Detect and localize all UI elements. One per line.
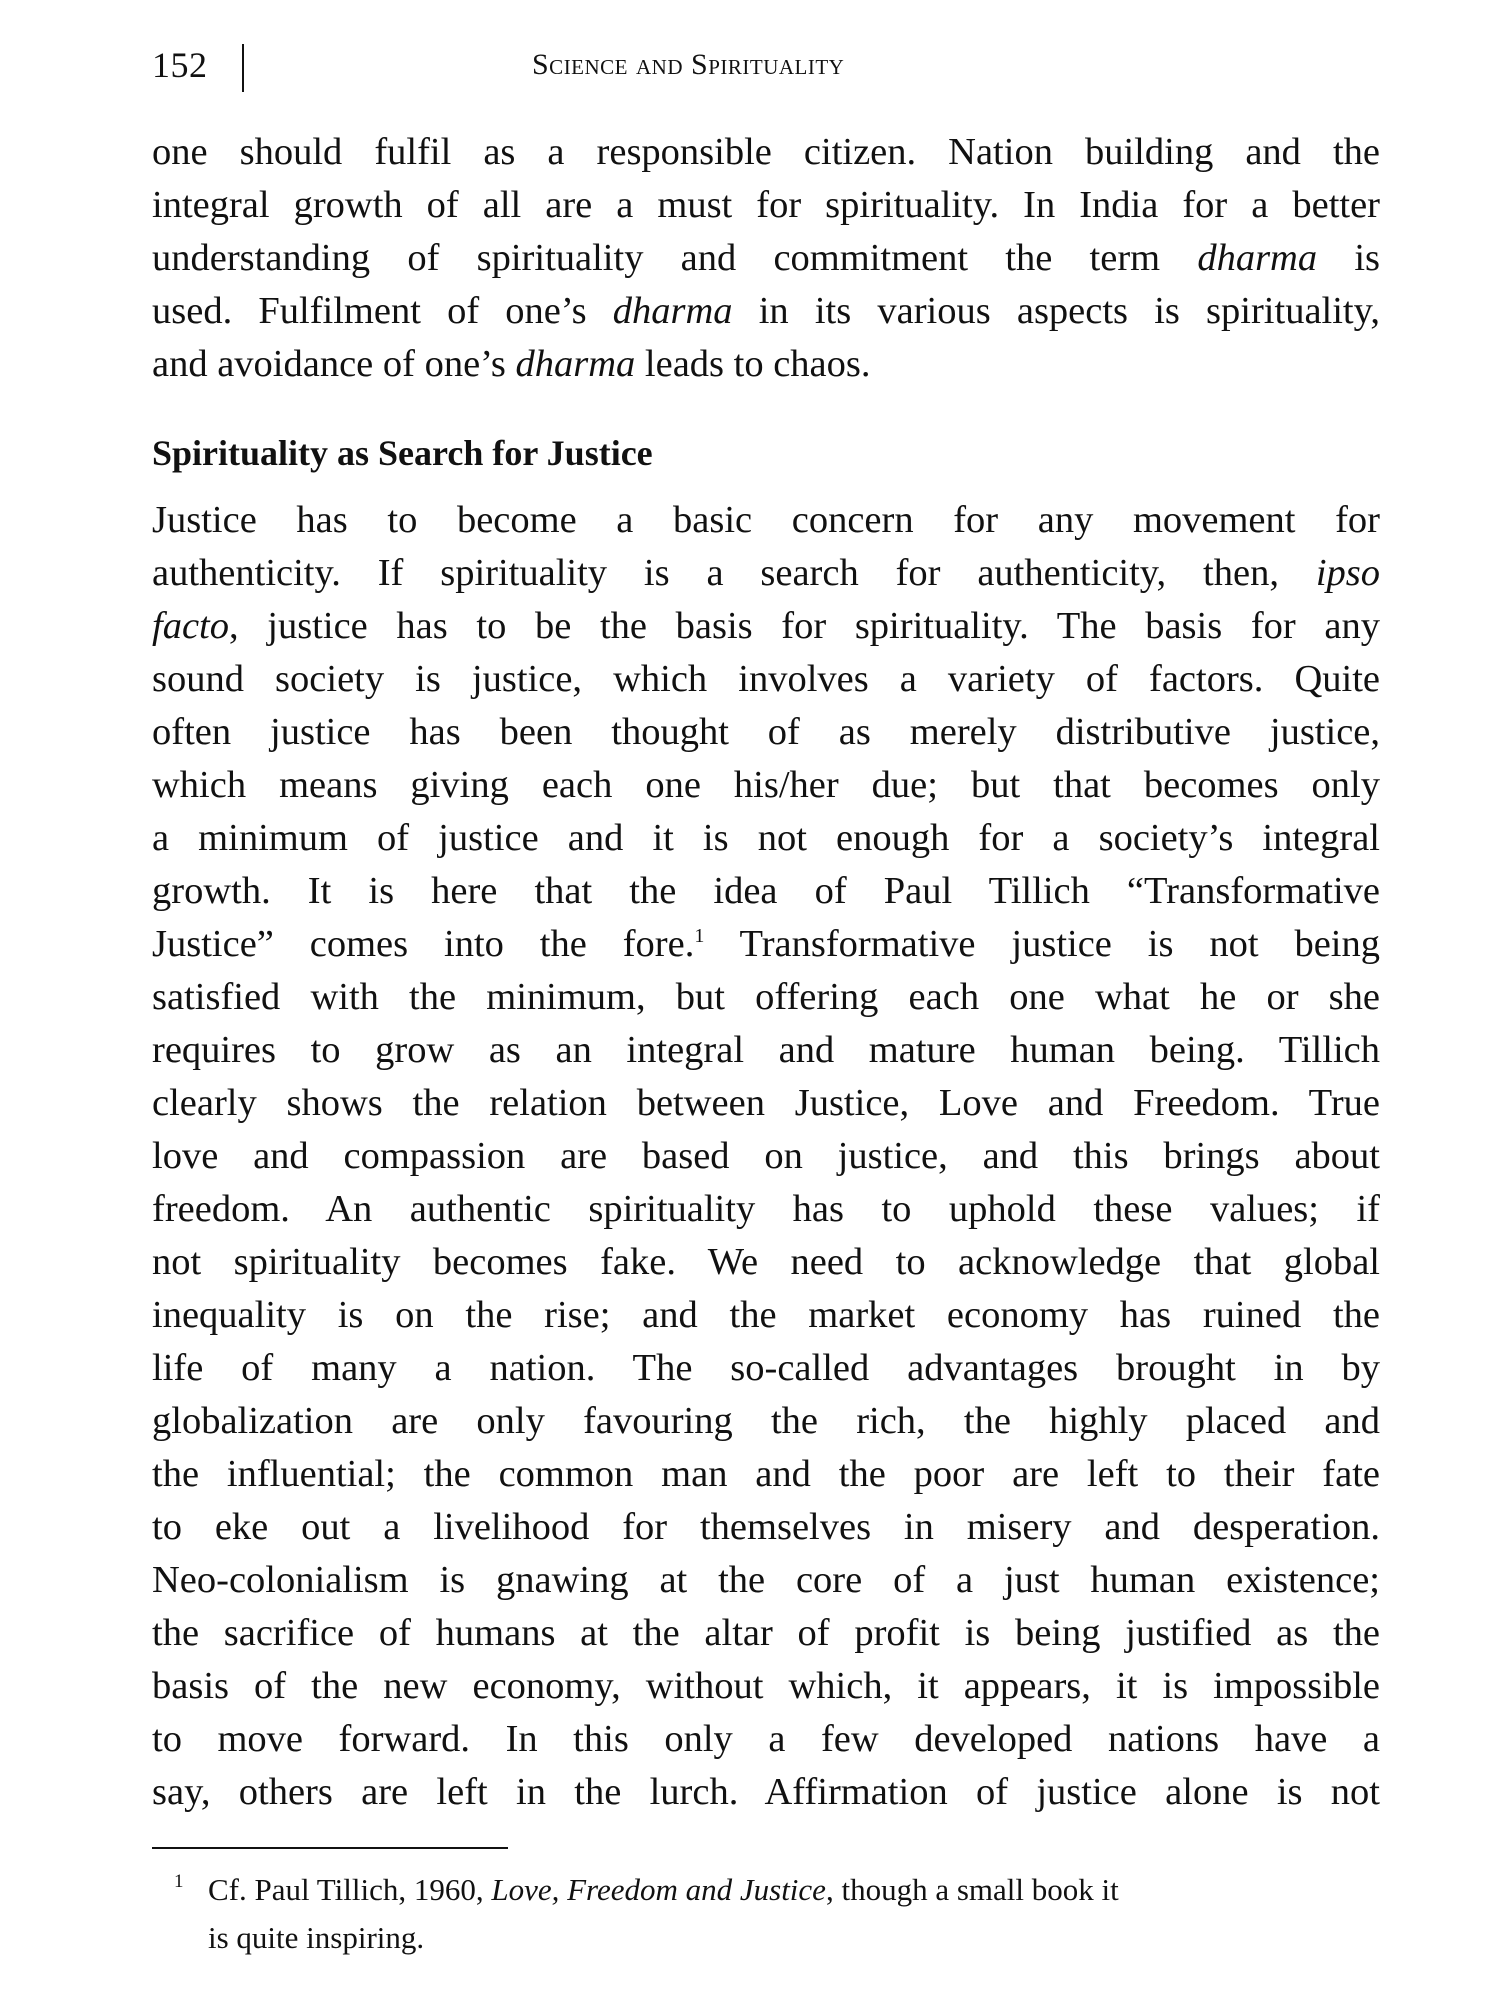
text-run: and avoidance of one’s <box>152 343 516 385</box>
text-line <box>152 653 1380 706</box>
text-run: basis of the new economy, without which, it appears, it is impossible <box>152 1665 1380 1707</box>
text-run: growth. It is here that the idea of Paul Tillich “Transformative <box>152 870 1380 912</box>
text-line <box>152 1236 1380 1289</box>
text-line <box>152 126 1380 179</box>
footnote-reference: 1 <box>694 925 705 947</box>
text-line <box>152 1554 1380 1607</box>
text-line <box>152 1501 1380 1554</box>
text-run: is <box>1317 237 1381 279</box>
text-run: not spirituality becomes fake. We need to acknowledge that global <box>152 1241 1380 1283</box>
paragraph-1 <box>152 126 1380 391</box>
text-run: Justice” comes into the fore. <box>152 923 695 965</box>
footnote-line <box>208 1914 1380 1962</box>
text-run: in its various aspects is spirituality, <box>732 290 1380 332</box>
footnote-rule <box>152 1847 508 1849</box>
text-line <box>152 865 1380 918</box>
text-line <box>152 285 1380 338</box>
text-line <box>152 179 1380 232</box>
italic-text: dharma <box>1197 237 1318 279</box>
text-run: inequality is on the rise; and the market economy has ruined the <box>152 1294 1380 1336</box>
italic-text: Love, Freedom and Justice <box>491 1872 826 1907</box>
text-line <box>152 1024 1380 1077</box>
text-run: leads to chaos. <box>635 343 871 385</box>
footnote <box>152 1866 1380 1962</box>
footnote-line <box>208 1866 1380 1914</box>
text-run: integral growth of all are a must for spirituality. In India for a better <box>152 184 1380 226</box>
paragraph-2 <box>152 494 1380 1819</box>
text-run: sound society is justice, which involves a variety of factors. Quite <box>152 658 1380 700</box>
text-line <box>152 759 1380 812</box>
text-run: the influential; the common man and the poor are left to their fate <box>152 1453 1380 1495</box>
text-run: clearly shows the relation between Justice, Love and Freedom. True <box>152 1082 1380 1124</box>
text-line <box>152 1660 1380 1713</box>
text-run: , justice has to be the basis for spirituality. The basis for any <box>228 605 1380 647</box>
running-head <box>152 38 1380 98</box>
footnote-marker: 1 <box>174 1871 184 1892</box>
running-title: Science and Spirituality <box>532 48 845 81</box>
text-line <box>152 1395 1380 1448</box>
italic-text: dharma <box>612 290 733 332</box>
text-run: say, others are left in the lurch. Affirmation of justice alone is not <box>152 1771 1380 1813</box>
text-line <box>152 232 1380 285</box>
running-head-divider <box>242 44 244 92</box>
text-run: used. Fulfilment of one’s <box>152 290 613 332</box>
text-line <box>152 812 1380 865</box>
text-line <box>152 918 1380 971</box>
text-run: understanding of spirituality and commitment the term <box>152 237 1198 279</box>
text-run: life of many a nation. The so-called advantages brought in by <box>152 1347 1380 1389</box>
text-line <box>152 1342 1380 1395</box>
text-run: satisfied with the minimum, but offering each one what he or she <box>152 976 1380 1018</box>
text-run: love and compassion are based on justice, and this brings about <box>152 1135 1380 1177</box>
text-run: to move forward. In this only a few developed nations have a <box>152 1718 1380 1760</box>
text-run: Justice has to become a basic concern for any movement for <box>152 499 1380 541</box>
text-line <box>152 1183 1380 1236</box>
text-line <box>152 494 1380 547</box>
text-run: is quite inspiring. <box>208 1920 425 1955</box>
text-line <box>152 1130 1380 1183</box>
text-line <box>152 1077 1380 1130</box>
text-run: which means giving each one his/her due; but that becomes only <box>152 764 1380 806</box>
text-run: one should fulfil as a responsible citizen. Nation building and the <box>152 131 1380 173</box>
text-line <box>152 971 1380 1024</box>
text-run: to eke out a livelihood for themselves in misery and desperation. <box>152 1506 1380 1548</box>
text-run: freedom. An authentic spirituality has to uphold these values; if <box>152 1188 1380 1230</box>
italic-text: facto <box>152 605 229 647</box>
text-line <box>152 338 1380 391</box>
italic-text: dharma <box>515 343 636 385</box>
text-run: the sacrifice of humans at the altar of profit is being justified as the <box>152 1612 1380 1654</box>
text-run: requires to grow as an integral and mature human being. Tillich <box>152 1029 1380 1071</box>
footnote-text <box>152 1866 1380 1962</box>
text-run: Cf. Paul Tillich, 1960, <box>208 1872 492 1907</box>
text-line <box>152 1289 1380 1342</box>
text-line <box>152 547 1380 600</box>
section-heading: Spirituality as Search for Justice <box>152 433 653 473</box>
text-run: globalization are only favouring the rich, the highly placed and <box>152 1400 1380 1442</box>
text-line <box>152 1713 1380 1766</box>
text-run: authenticity. If spirituality is a search for authenticity, then, <box>152 552 1316 594</box>
text-run: Transformative justice is not being <box>704 923 1380 965</box>
text-run: a minimum of justice and it is not enough for a society’s integral <box>152 817 1380 859</box>
italic-text: ipso <box>1315 552 1380 594</box>
text-line <box>152 600 1380 653</box>
text-line <box>152 706 1380 759</box>
text-run: often justice has been thought of as merely distributive justice, <box>152 711 1380 753</box>
text-line <box>152 1766 1380 1819</box>
text-line <box>152 1607 1380 1660</box>
text-run: , though a small book it <box>825 1872 1119 1907</box>
page-number: 152 <box>152 45 208 85</box>
text-line <box>152 1448 1380 1501</box>
text-run: Neo-colonialism is gnawing at the core of a just human existence; <box>152 1559 1380 1601</box>
